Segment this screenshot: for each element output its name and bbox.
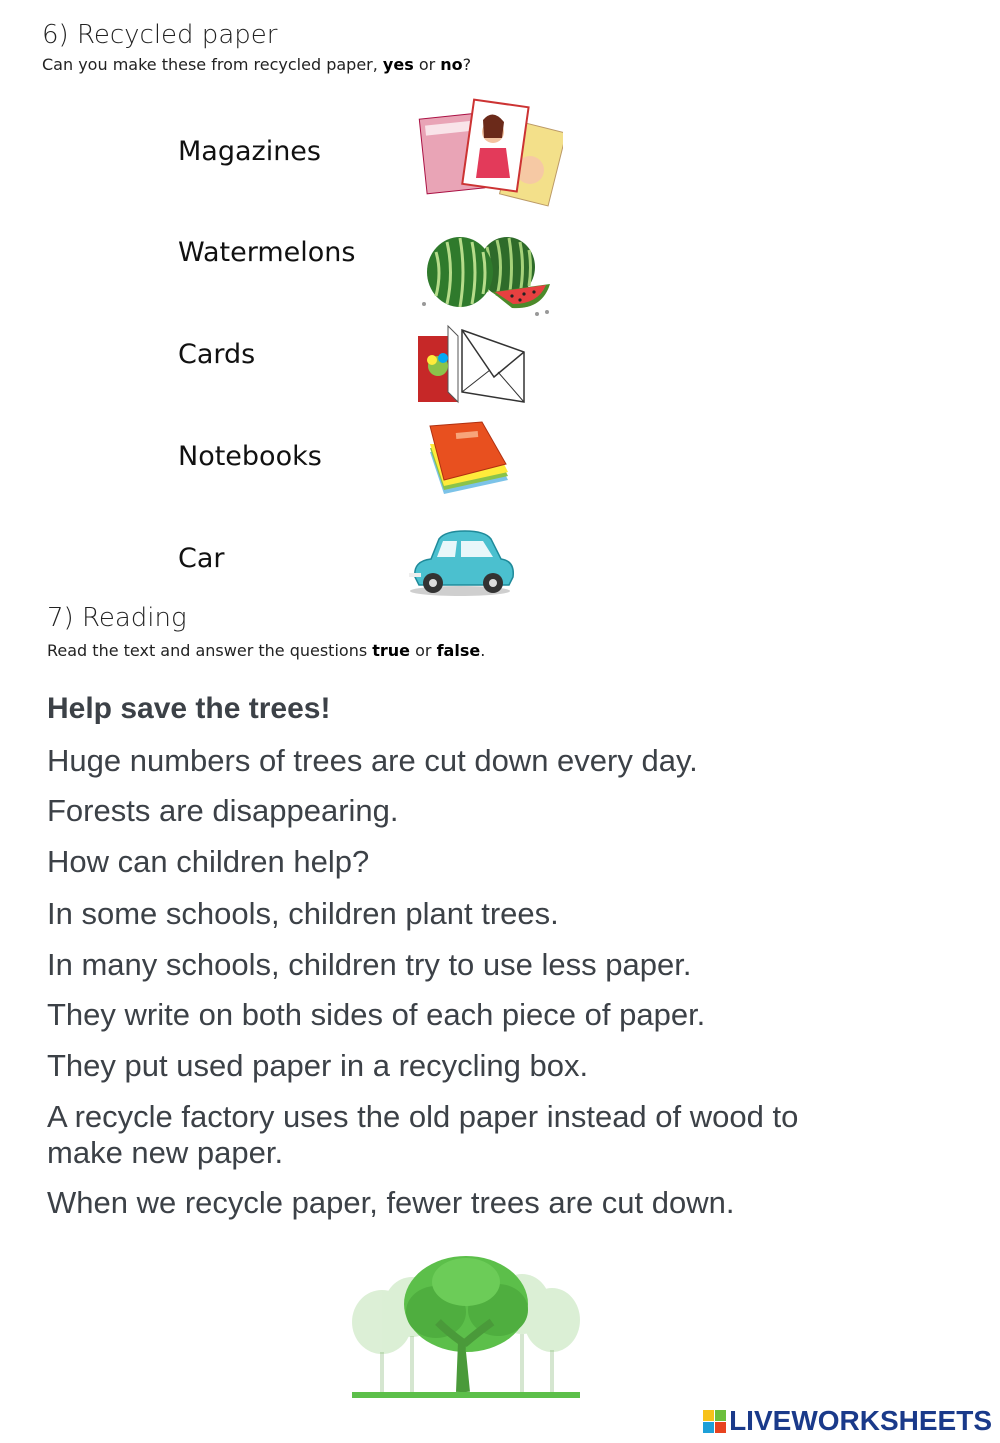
- reading-line: In some schools, children plant trees.: [47, 896, 559, 931]
- reading-line: When we recycle paper, fewer trees are cut down.: [47, 1185, 735, 1220]
- notebook-icon: [422, 418, 517, 503]
- reading-line: They write on both sides of each piece of paper.: [47, 997, 706, 1032]
- item-label-magazines: Magazines: [178, 136, 321, 167]
- reading-line: A recycle factory uses the old paper instead of wood to make new paper.: [47, 1099, 799, 1170]
- section-7-title: 7) Reading: [47, 603, 187, 633]
- reading-line: Huge numbers of trees are cut down every day.: [47, 743, 698, 778]
- brand-name: LIVEWORKSHEETS: [729, 1405, 992, 1436]
- watermelon-icon: [412, 222, 557, 317]
- liveworksheets-logo: [703, 1405, 992, 1437]
- reading-title: Help save the trees!: [47, 692, 331, 725]
- item-label-watermelons: Watermelons: [178, 237, 356, 268]
- section-7-instructions: Read the text and answer the questions true or false.: [47, 641, 486, 660]
- section-6-title: 6) Recycled paper: [42, 20, 278, 50]
- item-label-notebooks: Notebooks: [178, 441, 322, 472]
- item-label-cards: Cards: [178, 339, 256, 370]
- magazines-icon: [418, 98, 563, 213]
- reading-line: In many schools, children try to use less paper.: [47, 947, 692, 982]
- logo-mark-icon: [703, 1410, 726, 1433]
- reading-line: Forests are disappearing.: [47, 793, 399, 828]
- section-6-instructions: Can you make these from recycled paper, yes or no?: [42, 55, 472, 74]
- reading-line: How can children help?: [47, 844, 370, 879]
- reading-line: They put used paper in a recycling box.: [47, 1048, 589, 1083]
- greeting-card-icon: [412, 322, 537, 407]
- item-label-car: Car: [178, 543, 225, 574]
- car-icon: [405, 525, 520, 600]
- tree-icon: [352, 1252, 580, 1400]
